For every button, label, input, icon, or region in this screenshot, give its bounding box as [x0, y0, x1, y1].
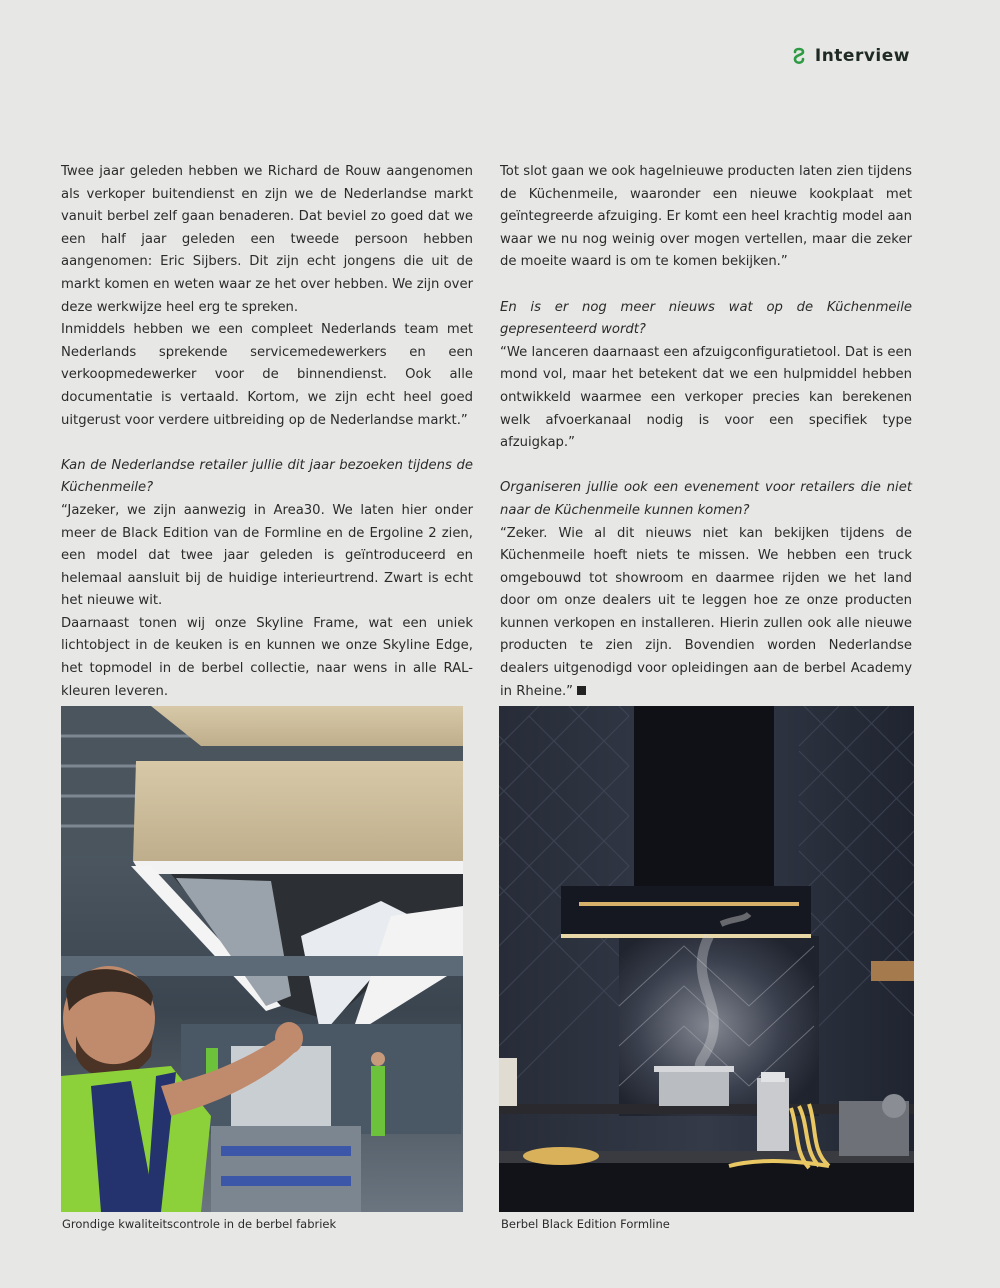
section-label: Interview: [814, 46, 910, 66]
black-edition-hood-photo: [499, 706, 914, 1212]
interview-question: Organiseren jullie ook een evenement voor retailers die niet naar de Küchenmeile kunnen komen?: [500, 480, 912, 518]
article-end-mark: [577, 686, 586, 695]
paragraph: [500, 523, 912, 704]
factory-inspection-photo: [61, 706, 463, 1212]
berbel-logo-icon: [791, 46, 807, 66]
paragraph: “Jazeker, we zijn aanwezig in Area30. We laten hier onder meer de Black Edition van de Formline en de Ergoline 2 zien, een model dat twee jaar geleden is geïntroduceerd en helemaal aansluit bij de huidige interieurtrend. Zwart is echt het nieuwe wit.: [61, 502, 473, 609]
left-text-column: [61, 161, 473, 703]
photo-caption-left: Grondige kwaliteitscontrole in de berbel fabriek: [62, 1217, 337, 1231]
right-text-column: [500, 161, 912, 703]
paragraph: Twee jaar geleden hebben we Richard de Rouw aangenomen als verkoper buitendienst en zijn we de Nederlandse markt vanuit berbel zelf gaan benaderen. Dat beviel zo goed dat we een half jaar geleden een tweede persoon hebben aangenomen: Eric Sijbers. Dit zijn echt jongens die uit de markt komen en weten waar ze het over hebben. We zijn over deze werkwijze heel erg te spreken.: [61, 164, 473, 315]
closing-paragraph-text: “Zeker. Wie al dit nieuws niet kan bekijken tijdens de Küchenmeile hoeft niets te missen. We hebben een truck omgebouwd tot showroom en daarmee rijden we het land door om onze dealers uit te leggen hoe ze onze producten kunnen verkopen en installeren. Hierin zullen ook alle nieuwe producten te zien zijn. Bovendien worden Nederlandse dealers uitgenodigd voor opleidingen aan de berbel Academy in Rheine.”: [500, 525, 912, 699]
paragraph: Tot slot gaan we ook hagelnieuwe producten laten zien tijdens de Küchenmeile, waaronder een nieuwe kookplaat met geïntegreerde afzuiging. Er komt een heel krachtig model aan waar we nu nog weinig over mogen vertellen, maar die zeker de moeite waard is om te komen bekijken.”: [500, 164, 912, 270]
interview-question: En is er nog meer nieuws wat op de Küchenmeile gepresenteerd wordt?: [500, 299, 912, 338]
photo-caption-right: Berbel Black Edition Formline: [501, 1217, 670, 1231]
paragraph: Daarnaast tonen wij onze Skyline Frame, wat een uniek lichtobject in de keuken is en kunnen we onze Skyline Edge, het topmodel in de berbel collectie, naar wens in alle RAL-kleuren leveren.: [61, 615, 473, 699]
paragraph: “We lanceren daarnaast een afzuigconfiguratietool. Dat is een mond vol, maar het betekent dat we een hulpmiddel hebben ontwikkeld waarmee een verkoper precies kan berekenen welk afvoerkanaal nodig is voor een specifiek type afzuigkap.”: [500, 344, 912, 451]
section-tag: [791, 46, 910, 66]
paragraph: Inmiddels hebben we een compleet Nederlands team met Nederlands sprekende servicemedewerkers en een verkoopmedewerker voor de binnendienst. Ook alle documentatie is vertaald. Kortom, we zijn echt heel goed uitgerust voor verdere uitbreiding op de Nederlandse markt.”: [61, 322, 473, 428]
interview-question: Kan de Nederlandse retailer jullie dit jaar bezoeken tijdens de Küchenmeile?: [61, 457, 473, 496]
